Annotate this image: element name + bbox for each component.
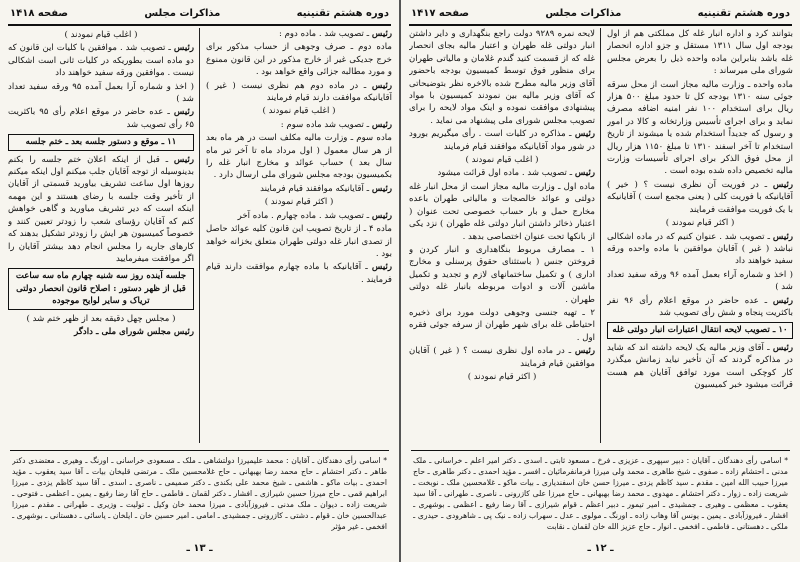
speaker-name: رئیس <box>371 210 392 221</box>
paragraph: رئیس ـ عده حاضر در موقع اعلام رأی ۹۵ باکثریت ۶۵ رأی تصویب شد <box>8 107 194 130</box>
left-page-left-column <box>8 28 194 443</box>
paragraph: ( مجلس چهل دقیقه بعد از ظهر ختم شد ) <box>26 313 176 324</box>
paragraph: ( اکثر قیام نمودند ) <box>467 371 537 382</box>
right-page <box>401 0 800 562</box>
left-footnote-rule <box>10 450 389 451</box>
paragraph: رئیس ـ در ماده دوم هم نظری نیست ( غیر ) آقایانیکه موافقت دارند قیام فرمایند <box>206 80 392 104</box>
paragraph: رئیس ـ تصویب شد . عنوان کنیم که در ماده اشکالی نباشد ( غیر ) آقایان موافقین با ماده واحده ورقه سفید خواهند داد <box>607 231 793 267</box>
paragraph: ماده ۴ ـ از تاریخ تصویب این قانون کلیه عوائد حاصل از تصدی انبار غله دولتی طهران متعلق بخزانه خواهد بود . <box>206 224 392 259</box>
paragraph: ( اکثر قیام نمودند ) <box>665 218 735 229</box>
paragraph: ۱۰ ـ تصویب لایحه انتقال اعتبارات انبار دولتی غله <box>607 322 793 338</box>
right-page-number: ـ ۱۲ ـ <box>587 543 614 554</box>
paragraph: رئیس ـ در فوریت آن نظری نیست ؟ ( خیر ) آقایانیکه با فوریت کلی ( یعنی مجمع است ) آقایانیکه با یک فوریت موافقت فرمایند <box>607 179 793 215</box>
paragraph: ( اغلب قیام نمودند ) <box>64 30 138 40</box>
right-footnote-rule <box>411 450 790 451</box>
paragraph: رئیس ـ آقایانیکه با ماده چهارم موافقت دارند قیام فرمایند . <box>206 262 392 285</box>
paragraph: رئیس ـ آقای وزیر مالیه یک لایحه داشته اند که شاید در مذاکره گردند که آن تأخیر نیاید زمانش میگذرد کار کوچکی است مورد توافق آقایان هم هست قرائت میشود خبر کمیسیون <box>607 342 793 390</box>
paragraph: ماده واحده ـ وزارت مالیه مجاز است از محل سرقه جوئی سنه ۱۳۱۰ بودجه کل تا حدود مبلغ ۵۰۰ هزار ریال برای استخدام ۱۰۰ نفر امنیه اضافه مصرف نماید و برای اجرای تأسیس وزارتخانه و کالا در امور و رسول که جدیداً استخدام شده یا میشوند از تاریخ استخدام تا آخر اسفند ۱۳۱۰ تا مبلغ ۱۱۵۰ هزار ریال از محل فوق الذکر برای اجرای تأسیسات وزارت مالیه تخصیص داده شده بوده است . <box>607 79 793 177</box>
speaker-name: رئیس <box>772 179 793 190</box>
paragraph: ( اخذ و شماره آراء بعمل آمده ۹۶ ورقه سفید تعداد شد ) <box>607 269 793 293</box>
left-page-header <box>10 4 389 22</box>
left-page-label: صفحه ۱۴۱۸ <box>10 7 69 19</box>
paragraph: ۲ ـ تهیه جنسی وجوهی دولت مورد برای ذخیره احتیاطی غله برای شهر طهران از سرفه جوئی فقره اول . <box>409 307 595 343</box>
right-page-header <box>411 4 790 22</box>
paragraph: رئیس ـ تصویب شد . موافقین با کلیات این قانون که دو ماده است بطوریکه در کلیات ثانی است اشکالی نیست . موافقین ورقه سفید خواهند داد <box>8 43 194 79</box>
speaker-name: رئیس <box>371 119 392 130</box>
right-page-left-column <box>409 28 595 443</box>
paragraph <box>8 326 194 338</box>
right-column-divider <box>600 28 601 443</box>
speaker-name: رئیس <box>772 231 793 242</box>
left-page-right-column <box>206 28 392 443</box>
paragraph: ( اخذ و شماره آرا بعمل آمده ۹۵ ورقه سفید تعداد شد ) <box>8 81 194 105</box>
paragraph: رئیس ـ آقایانیکه موافقند قیام فرمایند <box>260 183 392 194</box>
right-page-session: دوره هشتم تقنینیه <box>697 7 790 19</box>
paragraph: ۱۱ ـ موقع و دستور جلسه بعد ـ ختم جلسه <box>8 134 194 150</box>
paragraph: ( اغلب قیام نمودند ) <box>465 155 539 166</box>
speaker-name: رئیس <box>772 342 793 353</box>
paragraph: ( اغلب قیام نمودند ) <box>262 106 336 117</box>
paragraph: بتوانند کرد و اداره انبار غله کل مملکتی هم از اول بودجه اول سال ۱۳۱۱ مستقل و جزو اداره انحصار غله باشد بنابراین ماده واحده ذیل را بعرض مجلس شورای ملی میرساند : <box>607 29 793 77</box>
left-page-number: ـ ۱۳ ـ <box>186 543 213 554</box>
left-page-title: مذاکرات مجلس <box>144 7 221 19</box>
speaker-name: رئیس مجلس شورای ملی ـ دادگر <box>74 326 194 337</box>
right-page-footnote: * اسامی رأی دهندگان ـ آقایان : دبیر سپهری ـ عزیزی ـ فرخ ـ مسعود ثابتی ـ اسدی ـ دکتر امیر اعلم ـ خراسانی ـ ملک مدنی ـ احتشام زاده ـ صفوی ـ شیخ طاهری ـ محمد ولی میرزا فرمانفرمائیان ـ افسر ـ مؤید احمدی ـ دکتر طاهری ـ حاج میرزا حبیب الله امین ـ مقدم ـ سید کاظم یزدی ـ میرزا حسن خان اسفندیاری ـ بیات ماکو ـ غلامحسین ملک ـ نوبخت ـ شریعت زاده ـ زوار ـ دکتر احتشام ـ مهدوی ـ محمد رضا بهبهانی ـ حاج میرزا علی کازرونی ـ ناصری ـ طهرانی ـ آقا سید یعقوب ـ معظمی ـ وهیری ـ جمشیدی ـ امیر تیمور ـ دبیر اعظم ـ قوام شیرازی ـ آقا رضا رفیع ـ اعظمی ـ بوشهری ـ افشار ـ فیروزآبادی ـ یمین ـ یونس آقا وهاب زاده ـ اورنگ ـ مولوی ـ عدل ـ سهراب زاده ـ نیک پی ـ شاهرودی ـ حیدری ـ ملکی ـ دهستانی ـ فاطمی ـ افخمی ـ انوار ـ حاج عزیز الله خان لقمان ـ نقابت <box>413 456 788 531</box>
speaker-name: رئیس <box>371 80 392 91</box>
paragraph: رئیس ـ قبل از اینکه اعلان ختم جلسه را بکنم بدینوسیله از توجه آقایان جلب میکنم اول اینکه میکنم روزها اول ساعت تشریف بیاورید قسمتی از آقایان از تأخیر وقت جلسه با رضای هستند و این مهمه اینکه است که دیر تشریف میاورید و گاهی خواهش کنم که آقایان رؤسای شعب را زودتر تعیین کنند و خصوصاً کمیسیون هر ایش را زودتر تشکیل بدهند که کارهای جاریه را مجلس انجام دهد بیشتر آقایان را اگر موافقت میفرمایید <box>8 154 194 264</box>
paragraph: ( اکثر قیام نمودند ) <box>264 197 334 208</box>
paragraph: ماده دوم ـ صرف وجوهی از حساب مذکور برای خرج جدیکی غیر از خارج مذکور در این قانون ممنوع و مورد مطالبه جزائی واقع خواهد بود . <box>206 42 392 78</box>
paragraph: رئیس ـ مذاکره در کلیات است . رأی میگیریم بورود در شور مواد آقایانیکه موافقند قیام فرمایند <box>409 129 595 152</box>
right-page-label: صفحه ۱۴۱۷ <box>411 7 470 19</box>
paragraph: ماده اول ـ وزارت مالیه مجاز است از محل انبار غله دولتی و عوائد خالصجات و مالیاتی طهران باعده مخارج حمل و بار حساب خصوصی تحت عنوان ( اعتبار ذخائر داشتن انبار دولتی غله طهران ) نزد یکی از بانکها تحت عنوان اختصاصی بدهد . <box>409 181 595 242</box>
left-page-session: دوره هشتم تقنینیه <box>296 7 389 19</box>
paragraph: رئیس ـ تصویب شد . ماده اول قرائت میشود <box>437 168 595 179</box>
speaker-name: رئیس <box>173 107 194 118</box>
speaker-name: رئیس <box>173 43 194 54</box>
left-page <box>0 0 399 562</box>
speaker-name: رئیس <box>173 154 194 165</box>
paragraph: جلسه آینده روز سه شنبه چهارم ماه سه ساعت قبل از ظهر دستور : اصلاح قانون انحصار دولتی تریاک و سایر لوایح موجوده <box>8 268 194 309</box>
speaker-name: رئیس <box>574 346 595 357</box>
left-page-footnote: * اسامی رأی دهندگان ـ آقایان : محمد علیمیرزا دولتشاهی ـ ملک ـ مسعودی خراسانی ـ اورنگ ـ وهیری ـ معتضدی دکتر طاهر ـ دکتر احتشام ـ حاج محمد رضا بهبهانی ـ حاج غلامحسین ملک ـ مرتضی قلیخان بیات ـ آقا سید یعقوب ـ مؤید احمدی ـ بیات ماکو ـ هاشمی ـ شیخ محمد علی بکندی ـ دکتر صمیمی ـ ناصری ـ اسدی ـ آقا سید کاظم یزدی ـ میرزا ابراهیم قمی ـ حاج میرزا حسین شیرازی ـ افشار ـ دکتر لقمان ـ فاطمی ـ حاج آقا رضا رفیع ـ یمین ـ اعظمی ـ فتوحی ـ شریعت زاده ـ دیوان ـ ملک مدنی ـ فیروزآبادی ـ میرزا محمد خان وکیل ـ تولیت ـ وزیری ـ طهرانی ـ مقدم ـ میرزا عبدالحسین خان ـ قوام ـ دشتی ـ کازرونی ـ جمشیدی ـ امامی ـ امیر حسین خان ـ ایلخان ـ یاسائی ـ دهستانی ـ بوشهری ـ افخمی ـ غیر مؤثر <box>12 456 387 531</box>
right-page-right-column <box>607 28 793 443</box>
speaker-name: رئیس <box>371 262 392 273</box>
speaker-name: رئیس <box>574 129 595 140</box>
paragraph: رئیس ـ تصویب شد . ماده دوم : <box>278 29 392 39</box>
speaker-name: رئیس <box>371 29 392 39</box>
speaker-name: رئیس <box>772 295 793 306</box>
paragraph: لایحه نمره ۹۲۸۹ دولت راجع بنگهداری و دایر داشتن انبار دولتی غله طهران و اعتبار مالیه بجای انحصار غله که از قسمت کنید گندم غلامان و مالیاتی طهران برای منظور فوق توسط کمیسیون بودجه باحضور آقای وزیر مالیه مطرح شده بالاخره نظر بتوضیحاتی که آقای وزیر مالیه بین نمودند کمیسیون با مواد پیشنهادی موافقت نموده و اینک مواد لایحه را برای تصویب مجلس شورای ملی پیشنهاد می نماید . <box>409 29 595 126</box>
paragraph: ۱ ـ مصارف مربوط بنگاهداری و انبار کردن و فروختن جنس ( باستثنای حقوق پرسنلی و مخارج اداری ) و تکمیل ساختمانهای لازم و تجدید و تکمیل ماشین آلات و ادوات مربوطه بانبار غله دولتی طهران . <box>409 244 595 305</box>
paragraph: رئیس ـ تصویب شد . ماده چهارم . ماده آخر <box>237 210 392 221</box>
paragraph: ماده سوم ـ وزارت مالیه مکلف است در هر ماه بعد از هر سال معمول ( اول مرداد ماه تا آخر تیر ماه سال بعد ) حساب عوائد و مخارج انبار غله را بکمیسیون بودجه مجلس شورای ملی ارسال دارد . <box>206 133 392 181</box>
paragraph: رئیس ـ در ماده اول نظری نیست ؟ ( غیر ) آقایان موافقین قیام فرمایند <box>409 346 595 369</box>
paragraph: رئیس ـ تصویب شد ماده سوم : <box>280 119 392 130</box>
left-column-divider <box>199 28 200 443</box>
speaker-name: رئیس <box>574 168 595 179</box>
left-header-rule <box>8 24 391 26</box>
paragraph: رئیس ـ عده حاضر در موقع اعلام رأی ۹۶ نفر باکثریت پنجاه و شش رأی تصویب شد <box>607 295 793 318</box>
right-page-title: مذاکرات مجلس <box>545 7 622 19</box>
speaker-name: رئیس <box>371 183 392 194</box>
right-header-rule <box>409 24 792 26</box>
